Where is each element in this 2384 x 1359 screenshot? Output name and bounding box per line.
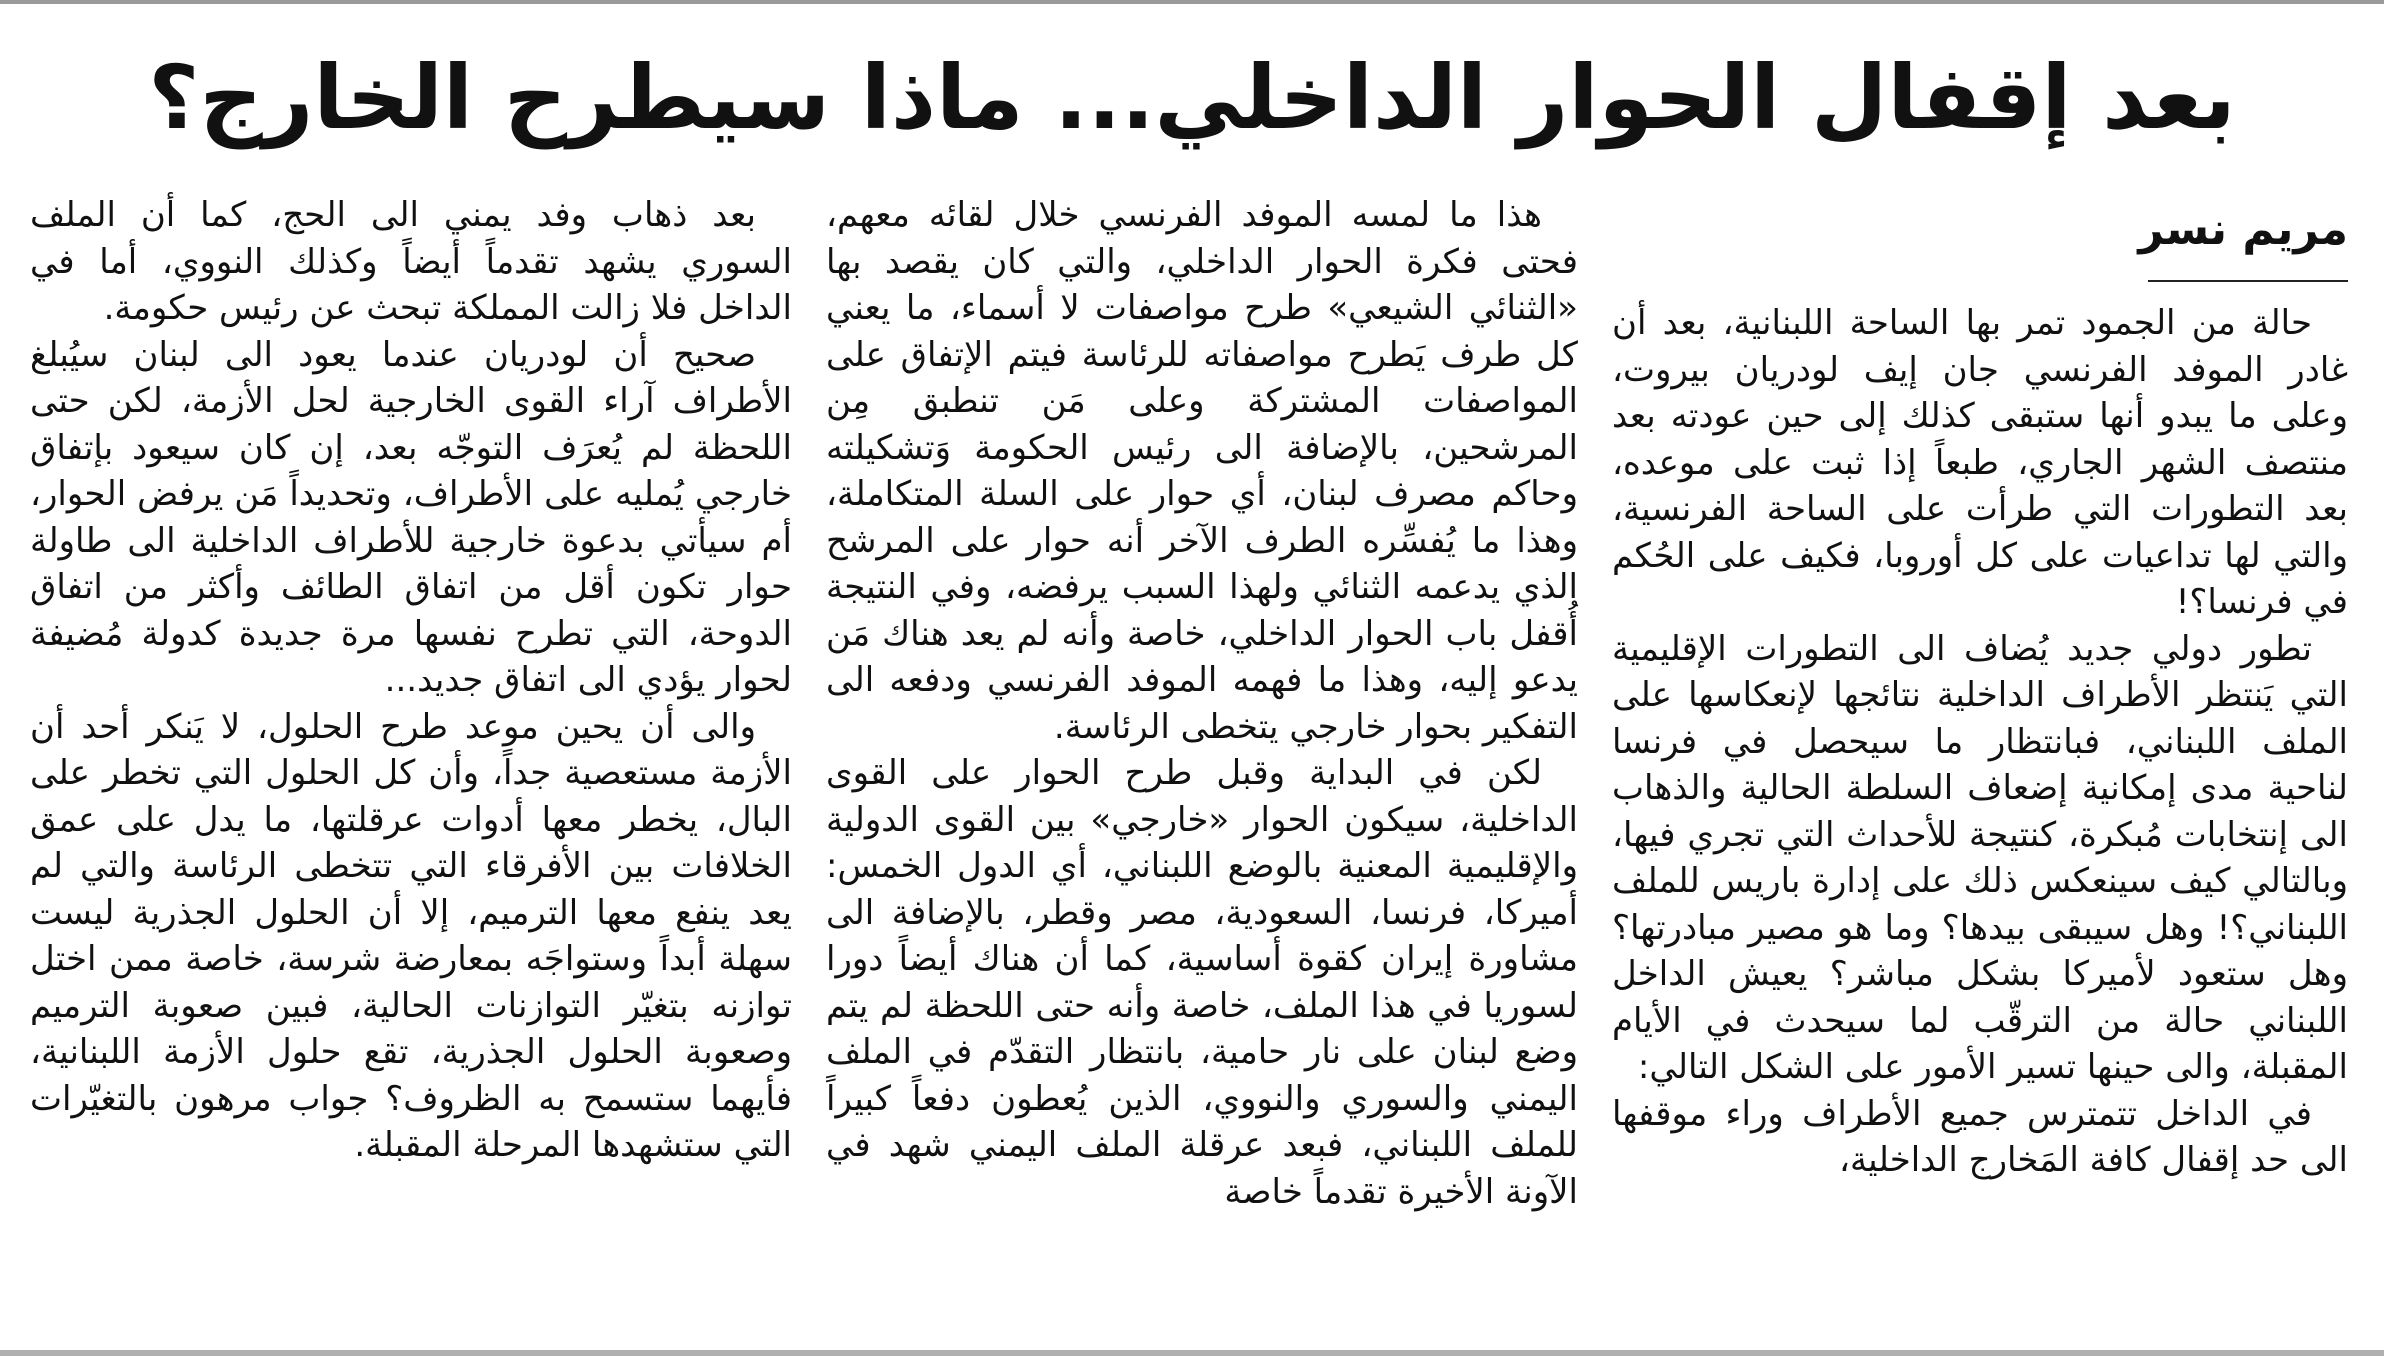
- article-column-middle: [826, 192, 1578, 1342]
- article-paragraph: حالة من الجمود تمر بها الساحة اللبنانية، بعد أن غادر الموفد الفرنسي جان إيف لودريان بيروت، وعلى ما يبدو أنها ستبقى كذلك إلى حين عودته بعد منتصف الشهر الجاري، طبعاً إذا ثبت على موعده، بعد التطورات التي طرأت على الساحة الفرنسية، والتي لها تداعيات على كل أوروبا، فكيف على الحُكم في فرنسا؟!: [1612, 303, 2348, 622]
- article-column-right: [1612, 300, 2348, 1340]
- byline-underline: [2148, 280, 2348, 282]
- author-byline: مريم نسر: [2138, 204, 2348, 255]
- article-paragraph: هذا ما لمسه الموفد الفرنسي خلال لقائه معهم، فحتى فكرة الحوار الداخلي، والتي كان يقصد بها «الثنائي الشيعي» طرح مواصفات لا أسماء، ما يعني كل طرف يَطرح مواصفاته للرئاسة فيتم الإتفاق على المواصفات المشتركة وعلى مَن تنطبق مِن المرشحين، بالإضافة الى رئيس الحكومة وَتشكيلته وحاكم مصرف لبنان، أي حوار على السلة المتكاملة، وهذا ما يُفسِّره الطرف الآخر أنه حوار على المرشح الذي يدعمه الثنائي ولهذا السبب يرفضه، وفي النتيجة أُقفل باب الحوار الداخلي، خاصة وأنه لم يعد هناك مَن يدعو إليه، وهذا ما فهمه الموفد الفرنسي ودفعه الى التفكير بحوار خارجي يتخطى الرئاسة.: [826, 195, 1578, 747]
- article-paragraph: تطور دولي جديد يُضاف الى التطورات الإقليمية التي يَنتظر الأطراف الداخلية نتائجها لإنعكاسها على الملف اللبناني، فبانتظار ما سيحصل في فرنسا لناحية مدى إمكانية إضعاف السلطة الحالية والذهاب الى إنتخابات مُبكرة، كنتيجة للأحداث التي تجري فيها، وبالتالي كيف سينعكس ذلك على إدارة باريس للملف اللبناني؟! وهل سيبقى بيدها؟ وما هو مصير مبادرتها؟ وهل ستعود لأميركا بشكل مباشر؟ يعيش الداخل اللبناني حالة من الترقّب لما سيحدث في الأيام المقبلة، والى حينها تسير الأمور على الشكل التالي:: [1612, 628, 2348, 1087]
- article-headline: بعد إقفال الحوار الداخلي... ماذا سيطرح الخارج؟: [148, 46, 2236, 149]
- article-paragraph: في الداخل تتمترس جميع الأطراف وراء موقفها الى حد إقفال كافة المَخارج الداخلية،: [1612, 1093, 2348, 1180]
- top-rule: [0, 0, 2384, 4]
- article-paragraph: بعد ذهاب وفد يمني الى الحج، كما أن الملف السوري يشهد تقدماً أيضاً وكذلك النووي، أما في الداخل فلا زالت المملكة تبحث عن رئيس حكومة.: [30, 195, 792, 328]
- article-column-left: [30, 192, 792, 1342]
- article-paragraph: والى أن يحين موعد طرح الحلول، لا يَنكر أحد أن الأزمة مستعصية جداً، وأن كل الحلول التي تخطر على البال، يخطر معها أدوات عرقلتها، ما يدل على عمق الخلافات بين الأفرقاء التي تتخطى الرئاسة والتي لم يعد ينفع معها الترميم، إلا أن الحلول الجذرية ليست سهلة أبداً وستواجَه بمعارضة شرسة، خاصة ممن اختل توازنه بتغيّر التوازنات الحالية، فبين صعوبة الترميم وصعوبة الحلول الجذرية، تقع حلول الأزمة اللبنانية، فأيهما ستسمح به الظروف؟ جواب مرهون بالتغيّرات التي ستشهدها المرحلة المقبلة.: [30, 706, 792, 1165]
- article-paragraph: صحيح أن لودريان عندما يعود الى لبنان سيُبلغ الأطراف آراء القوى الخارجية لحل الأزمة، لكن حتى اللحظة لم يُعرَف التوجّه بعد، إن كان سيعود بإتفاق خارجي يُمليه على الأطراف، وتحديداً مَن يرفض الحوار، أم سيأتي بدعوة خارجية للأطراف الداخلية الى طاولة حوار تكون أقل من اتفاق الطائف وأكثر من اتفاق الدوحة، التي تطرح نفسها مرة جديدة كدولة مُضيفة لحوار يؤدي الى اتفاق جديد...: [30, 334, 792, 700]
- article-paragraph: لكن في البداية وقبل طرح الحوار على القوى الداخلية، سيكون الحوار «خارجي» بين القوى الدولية والإقليمية المعنية بالوضع اللبناني، أي الدول الخمس: أميركا، فرنسا، السعودية، مصر وقطر، بالإضافة الى مشاورة إيران كقوة أساسية، كما أن هناك أيضاً دورا لسوريا في هذا الملف، خاصة وأنه حتى اللحظة لم يتم وضع لبنان على نار حامية، بانتظار التقدّم في الملف اليمني والسوري والنووي، الذين يُعطون دفعاً كبيراً للملف اللبناني، فبعد عرقلة الملف اليمني شهد في الآونة الأخيرة تقدماً خاصة: [826, 753, 1578, 1212]
- bottom-rule: [0, 1350, 2384, 1356]
